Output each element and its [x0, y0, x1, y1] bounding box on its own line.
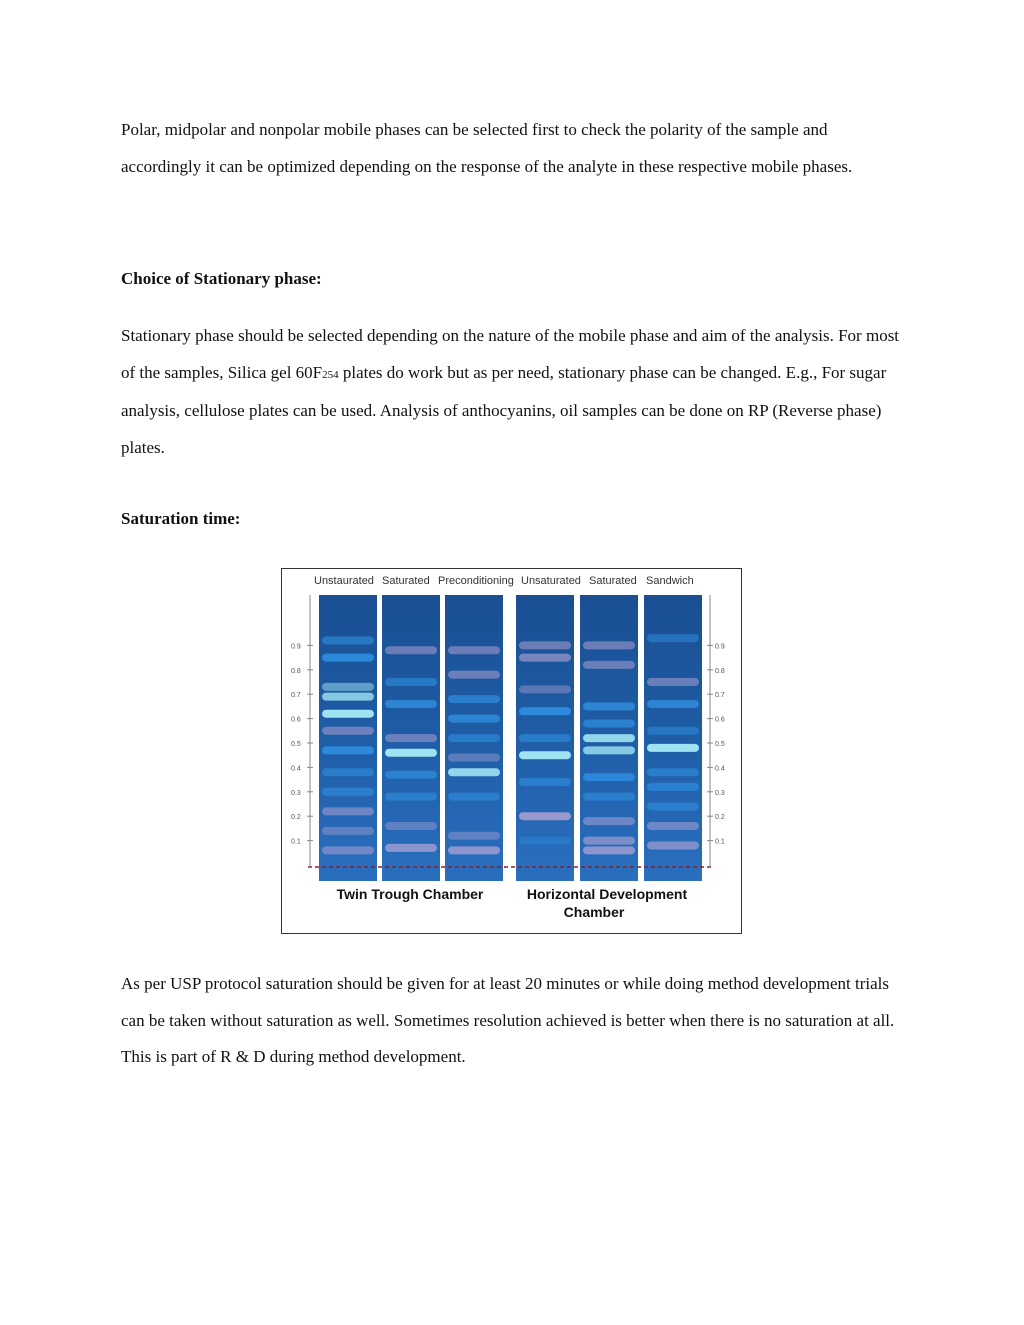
tlc-band [647, 841, 699, 849]
caption-twin-trough: Twin Trough Chamber [336, 886, 484, 902]
tlc-band [519, 837, 571, 845]
rf-tick-left: 0.9 [291, 643, 301, 651]
lane-label: Saturated [382, 575, 430, 587]
tlc-band [583, 661, 635, 669]
tlc-band [647, 700, 699, 708]
rf-tick-left: 0.4 [291, 765, 301, 773]
tlc-band [385, 678, 437, 686]
tlc-band [647, 727, 699, 735]
paragraph-saturation: As per USP protocol saturation should be given for at least 20 minutes or while doing method development trials can be taken without saturation as well. Sometimes resolution achieved is better when there is no saturation at all. This is part of R & D during method development. [121, 974, 895, 1066]
tlc-band [322, 693, 374, 701]
rf-tick-left: 0.8 [291, 667, 301, 675]
tlc-band [385, 646, 437, 654]
tlc-band [448, 846, 500, 854]
tlc-band [385, 822, 437, 830]
rf-tick-right: 0.3 [715, 789, 725, 797]
tlc-band [322, 746, 374, 754]
tlc-band [583, 817, 635, 825]
tlc-band [322, 710, 374, 718]
rf-tick-left: 0.7 [291, 692, 301, 700]
caption-horizontal-line1: Horizontal Development [526, 886, 688, 902]
tlc-band [647, 822, 699, 830]
tlc-band [583, 702, 635, 710]
tlc-band [647, 744, 699, 752]
tlc-band [519, 812, 571, 820]
paragraph-text-part: plates do work but as per need, stationary phase can be changed. E.g., For sugar analysis, cellulose plates can be used. Analysis of anthocyanins, oil samples can be done on RP (Reverse phase) plates. [121, 362, 887, 457]
tlc-band [583, 641, 635, 649]
rf-tick-left: 0.5 [291, 741, 301, 748]
rf-tick-left: 0.2 [291, 814, 301, 822]
heading-stationary-phase: Choice of Stationary phase: [121, 269, 322, 288]
tlc-band [448, 754, 500, 762]
tlc-band [448, 768, 500, 776]
tlc-band [583, 734, 635, 742]
tlc-band [448, 734, 500, 742]
rf-tick-right: 0.5 [715, 741, 725, 748]
rf-tick-left: 0.1 [291, 838, 301, 846]
tlc-band [583, 719, 635, 727]
tlc-plate-image [282, 569, 741, 933]
rf-tick-right: 0.4 [715, 765, 725, 773]
lane-label: Sandwich [646, 575, 694, 587]
tlc-band [583, 746, 635, 754]
rf-tick-left: 0.3 [291, 789, 301, 797]
lane-label: Unsaturated [521, 575, 581, 587]
rf-tick-right: 0.7 [715, 692, 725, 700]
tlc-band [385, 749, 437, 757]
tlc-band [322, 654, 374, 662]
paragraph-mobile-phases: Polar, midpolar and nonpolar mobile phases can be selected first to check the polarity of the sample and accordingly it can be optimized depending on the response of the analyte in these respective mobile phases. [121, 120, 853, 176]
tlc-band [519, 641, 571, 649]
tlc-band [385, 844, 437, 852]
tlc-band [519, 778, 571, 786]
tlc-band [519, 707, 571, 715]
tlc-band [647, 802, 699, 810]
heading-saturation-time: Saturation time: [121, 509, 241, 528]
rf-tick-right: 0.9 [715, 643, 725, 651]
tlc-band [519, 654, 571, 662]
plate-divider [506, 595, 512, 881]
lane-label: Saturated [589, 575, 637, 587]
tlc-band [647, 783, 699, 791]
rf-tick-right: 0.6 [715, 716, 725, 724]
rf-tick-right: 0.2 [715, 814, 725, 822]
tlc-band [647, 678, 699, 686]
tlc-band [448, 793, 500, 801]
tlc-band [322, 846, 374, 854]
tlc-band [385, 771, 437, 779]
tlc-band [519, 734, 571, 742]
subscript-254: 254 [322, 368, 339, 381]
tlc-band [322, 768, 374, 776]
tlc-band [322, 637, 374, 645]
tlc-band [583, 837, 635, 845]
tlc-band [519, 751, 571, 759]
tlc-band [448, 646, 500, 654]
tlc-band [322, 788, 374, 796]
caption-horizontal-line2: Chamber [563, 904, 625, 920]
tlc-band [583, 793, 635, 801]
tlc-band [385, 700, 437, 708]
tlc-band [385, 793, 437, 801]
tlc-band [647, 634, 699, 642]
lane-label: Unstaurated [314, 575, 374, 587]
rf-tick-left: 0.6 [291, 716, 301, 724]
lane-label: Preconditioning [438, 575, 514, 587]
paragraph-stationary-phase [121, 318, 901, 466]
tlc-band [448, 832, 500, 840]
tlc-band [322, 807, 374, 815]
tlc-band [448, 671, 500, 679]
tlc-band [322, 683, 374, 691]
tlc-band [519, 685, 571, 693]
rf-tick-right: 0.1 [715, 838, 725, 846]
tlc-band [322, 727, 374, 735]
tlc-band [322, 827, 374, 835]
tlc-band [448, 695, 500, 703]
tlc-band [385, 734, 437, 742]
tlc-band [583, 773, 635, 781]
tlc-band [448, 715, 500, 723]
tlc-band [647, 768, 699, 776]
tlc-band [583, 846, 635, 854]
tlc-plate-figure [281, 568, 742, 934]
rf-tick-right: 0.8 [715, 667, 725, 675]
paragraph-text-part: Stationary phase should be selected depending on the nature of the mobile phase and aim of the analysis. For most of the samples, Silica gel 60F [121, 326, 900, 382]
